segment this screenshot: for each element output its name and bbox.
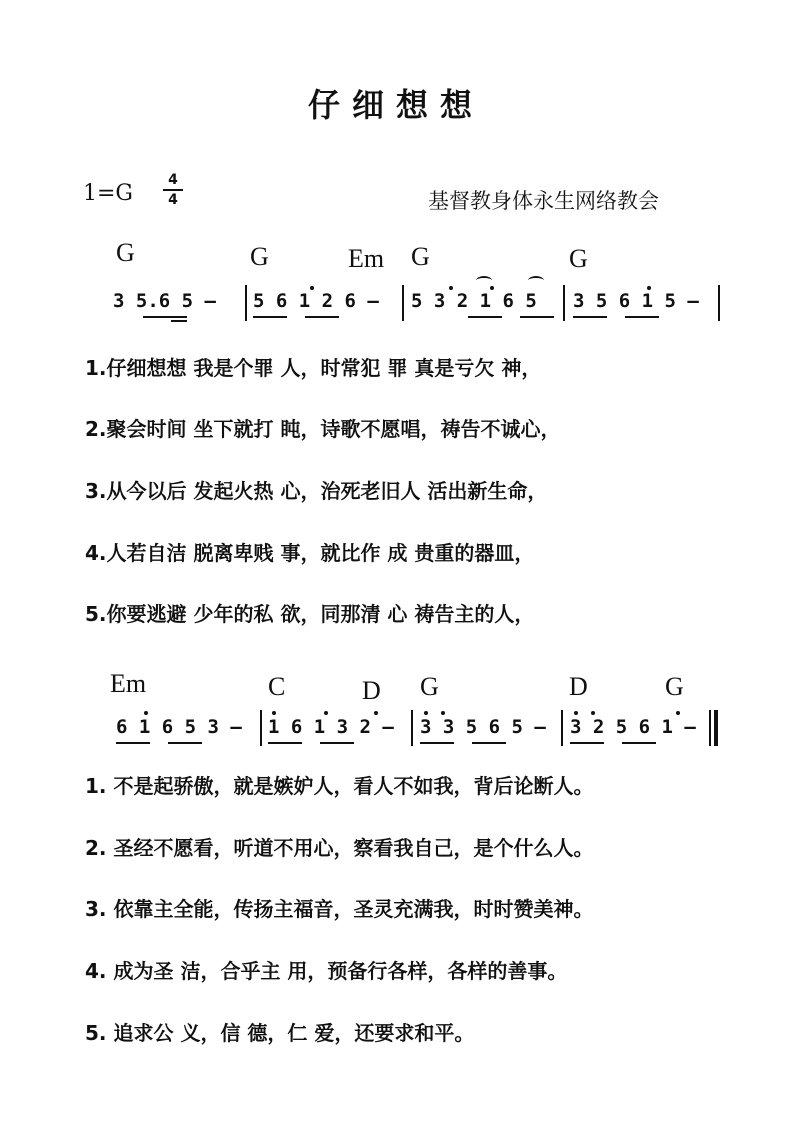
chord-symbol: G — [411, 242, 430, 271]
bar-line — [245, 285, 247, 321]
time-signature-bottom: 4 — [168, 192, 178, 208]
lyric-line: 1. 不是起骄傲，就是嫉妒人，看人不如我，背后论断人。 — [85, 774, 594, 798]
high-octave-dot — [144, 711, 148, 715]
lyric-line: 4. 成为圣 洁，合乎主 用，预备行各样，各样的善事。 — [85, 959, 568, 983]
chord-symbol: D — [362, 676, 381, 705]
beam-underline — [468, 316, 502, 318]
high-octave-dot — [449, 286, 453, 290]
notation-measure: 3 5.6 5 – — [113, 290, 216, 312]
lyric-line: 1.仔细想想 我是个罪 人，时常犯 罪 真是亏欠 神， — [85, 356, 542, 380]
lyric-line: 3.从今以后 发起火热 心，治死老旧人 活出新生命， — [85, 479, 548, 503]
beam-underline — [570, 742, 604, 744]
beam-underline — [143, 316, 187, 318]
key-signature: 1=G — [83, 181, 134, 206]
slur-mark — [476, 276, 492, 285]
bar-line — [563, 285, 565, 321]
beam-underline — [573, 316, 607, 318]
chord-symbol: Em — [110, 669, 147, 698]
beam-underline — [625, 316, 659, 318]
lyric-line: 3. 依靠主全能，传扬主福音，圣灵充满我，时时赞美神。 — [85, 897, 594, 921]
lyric-line: 2.聚会时间 坐下就打 盹，诗歌不愿唱，祷告不诚心， — [85, 417, 561, 441]
publisher: 基督教身体永生网络教会 — [428, 189, 659, 213]
beam-underline — [305, 316, 339, 318]
song-title: 仔细想想 — [307, 86, 484, 124]
beam-underline — [253, 316, 287, 318]
high-octave-dot — [424, 711, 428, 715]
chord-symbol: G — [569, 244, 588, 273]
notation-measure: 3 2 5 6 1 – — [570, 716, 696, 738]
lyric-line: 4.人若自洁 脱离卑贱 事，就比作 成 贵重的器皿， — [85, 541, 535, 565]
lyric-line: 2. 圣经不愿看，听道不用心，察看我自己，是个什么人。 — [85, 836, 594, 860]
chord-symbol: G — [420, 672, 439, 701]
chord-symbol: G — [665, 672, 684, 701]
beam-underline — [171, 320, 187, 322]
high-octave-dot — [441, 711, 445, 715]
notation-measure: 1 6 1 3 2 – — [268, 716, 394, 738]
slur-mark — [528, 276, 544, 285]
high-octave-dot — [676, 711, 680, 715]
beam-underline — [116, 742, 150, 744]
beam-underline — [168, 742, 202, 744]
beam-underline — [268, 742, 302, 744]
chord-symbol: G — [250, 242, 269, 271]
bar-line — [402, 285, 404, 321]
beam-underline — [420, 742, 454, 744]
beam-underline — [320, 742, 354, 744]
high-octave-dot — [310, 286, 314, 290]
high-octave-dot — [490, 286, 494, 290]
high-octave-dot — [272, 711, 276, 715]
notation-measure: 3 3 5 6 5 – — [420, 716, 546, 738]
notation-measure: 5 6 1 2 6 – — [253, 290, 379, 312]
high-octave-dot — [591, 711, 595, 715]
high-octave-dot — [374, 711, 378, 715]
bar-line — [260, 710, 262, 746]
bar-line — [561, 710, 563, 746]
final-bar-line — [709, 710, 711, 746]
time-signature-top: 4 — [168, 172, 178, 188]
beam-underline — [622, 742, 656, 744]
high-octave-dot — [574, 711, 578, 715]
notation-measure: 3 5 6 1 5 – — [573, 290, 699, 312]
notation-measure: 6 1 6 5 3 – — [116, 716, 242, 738]
chord-symbol: C — [268, 672, 286, 701]
high-octave-dot — [324, 711, 328, 715]
beam-underline — [472, 742, 506, 744]
lyric-line: 5.你要逃避 少年的私 欲，同那清 心 祷告主的人， — [85, 602, 535, 626]
bar-line — [718, 285, 720, 321]
beam-underline — [520, 316, 554, 318]
high-octave-dot — [647, 286, 651, 290]
notation-measure: 5 3 2 1 6 5 — [411, 290, 537, 312]
chord-symbol: Em — [348, 244, 385, 273]
chord-symbol: G — [116, 238, 135, 267]
bar-line — [411, 710, 413, 746]
lyric-line: 5. 追求公 义，信 德，仁 爱，还要求和平。 — [85, 1021, 475, 1045]
chord-symbol: D — [569, 672, 588, 701]
time-signature — [163, 172, 183, 208]
final-bar-line — [714, 710, 718, 746]
time-signature-line — [163, 189, 183, 191]
